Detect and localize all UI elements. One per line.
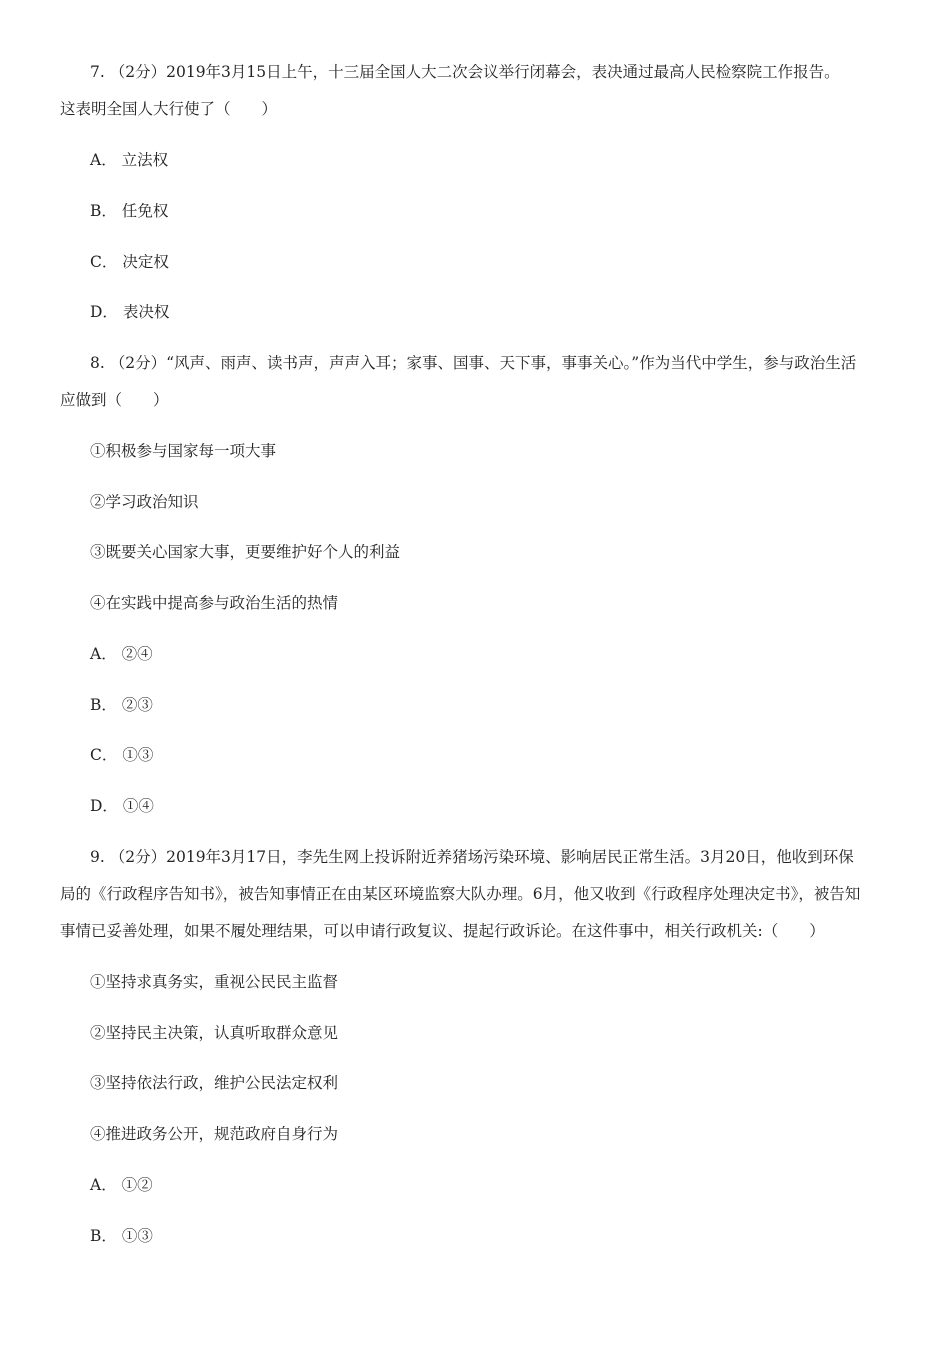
question-7-option-d <box>90 302 169 322</box>
question-9-statement-3: ③坚持依法行政，维护公民法定权利 <box>90 1074 339 1092</box>
question-8-option-b <box>90 695 153 715</box>
question-number: 9. <box>90 848 105 866</box>
option-text: ①③ <box>121 1227 153 1245</box>
question-text: 2019年3月17日，李先生网上投诉附近养猪场污染环境、影响居民正常生活。3月20日，他收到环保 <box>166 848 854 866</box>
question-7-stem-line-2: 这表明全国人大行使了（ ） <box>60 100 278 118</box>
question-8-option-a <box>90 644 153 664</box>
question-8-option-c <box>90 745 153 765</box>
option-text: 决定权 <box>122 253 169 271</box>
question-8-stem-line-2: 应做到（ ） <box>60 391 169 409</box>
question-number: 8. <box>90 354 105 372</box>
question-number: 7. <box>90 63 105 81</box>
option-label: C． <box>90 253 118 271</box>
option-text: 表决权 <box>122 303 170 321</box>
option-text: 立法权 <box>121 151 169 169</box>
option-label: D． <box>90 797 118 815</box>
question-8-statement-3: ③既要关心国家大事，更要维护好个人的利益 <box>90 543 401 561</box>
question-7-option-c <box>90 252 169 272</box>
option-text: ①② <box>121 1176 153 1194</box>
option-label: A． <box>90 645 117 663</box>
question-7-stem-line-1 <box>90 62 840 82</box>
question-9-statement-2: ②坚持民主决策，认真听取群众意见 <box>90 1024 339 1042</box>
option-text: ①③ <box>122 746 154 764</box>
question-text: 2019年3月15日上午，十三届全国人大二次会议举行闭幕会，表决通过最高人民检察院工作报告。 <box>166 63 840 81</box>
question-score: （2分） <box>109 354 167 372</box>
question-8-statement-1: ①积极参与国家每一项大事 <box>90 442 277 460</box>
question-9-option-b <box>90 1226 153 1246</box>
question-8-stem-line-1 <box>90 353 856 373</box>
option-label: B． <box>90 1227 117 1245</box>
question-9-stem-line-3: 事情已妥善处理，如果不履处理结果，可以申请行政复议、提起行政诉论。在这件事中，相关行政机关:（ ） <box>60 922 825 940</box>
option-text: ①④ <box>122 797 154 815</box>
option-text: ②③ <box>121 696 153 714</box>
option-label: D． <box>90 303 118 321</box>
question-9-statement-1: ①坚持求真务实，重视公民民主监督 <box>90 973 339 991</box>
question-9-statement-4: ④推进政务公开，规范政府自身行为 <box>90 1125 339 1143</box>
question-7-option-b <box>90 201 168 221</box>
question-7-option-a <box>90 150 168 170</box>
question-text: “风声、雨声、读书声，声声入耳；家事、国事、天下事，事事关心。”作为当代中学生，参与政治生活 <box>166 354 857 372</box>
question-9-stem-line-2: 局的《行政程序告知书》，被告知事情正在由某区环境监察大队办理。6月，他又收到《行政程序处理决定书》，被告知 <box>60 885 861 903</box>
option-label: C． <box>90 746 118 764</box>
option-text: 任免权 <box>121 202 169 220</box>
question-8-statement-2: ②学习政治知识 <box>90 493 199 511</box>
option-label: A． <box>90 151 117 169</box>
question-8-statement-4: ④在实践中提高参与政治生活的热情 <box>90 594 339 612</box>
option-text: ②④ <box>121 645 153 663</box>
question-9-stem-line-1 <box>90 847 854 867</box>
question-score: （2分） <box>109 63 167 81</box>
option-label: B． <box>90 202 117 220</box>
question-score: （2分） <box>109 848 167 866</box>
option-label: B． <box>90 696 117 714</box>
option-label: A． <box>90 1176 117 1194</box>
question-8-option-d <box>90 796 154 816</box>
question-9-option-a <box>90 1175 153 1195</box>
